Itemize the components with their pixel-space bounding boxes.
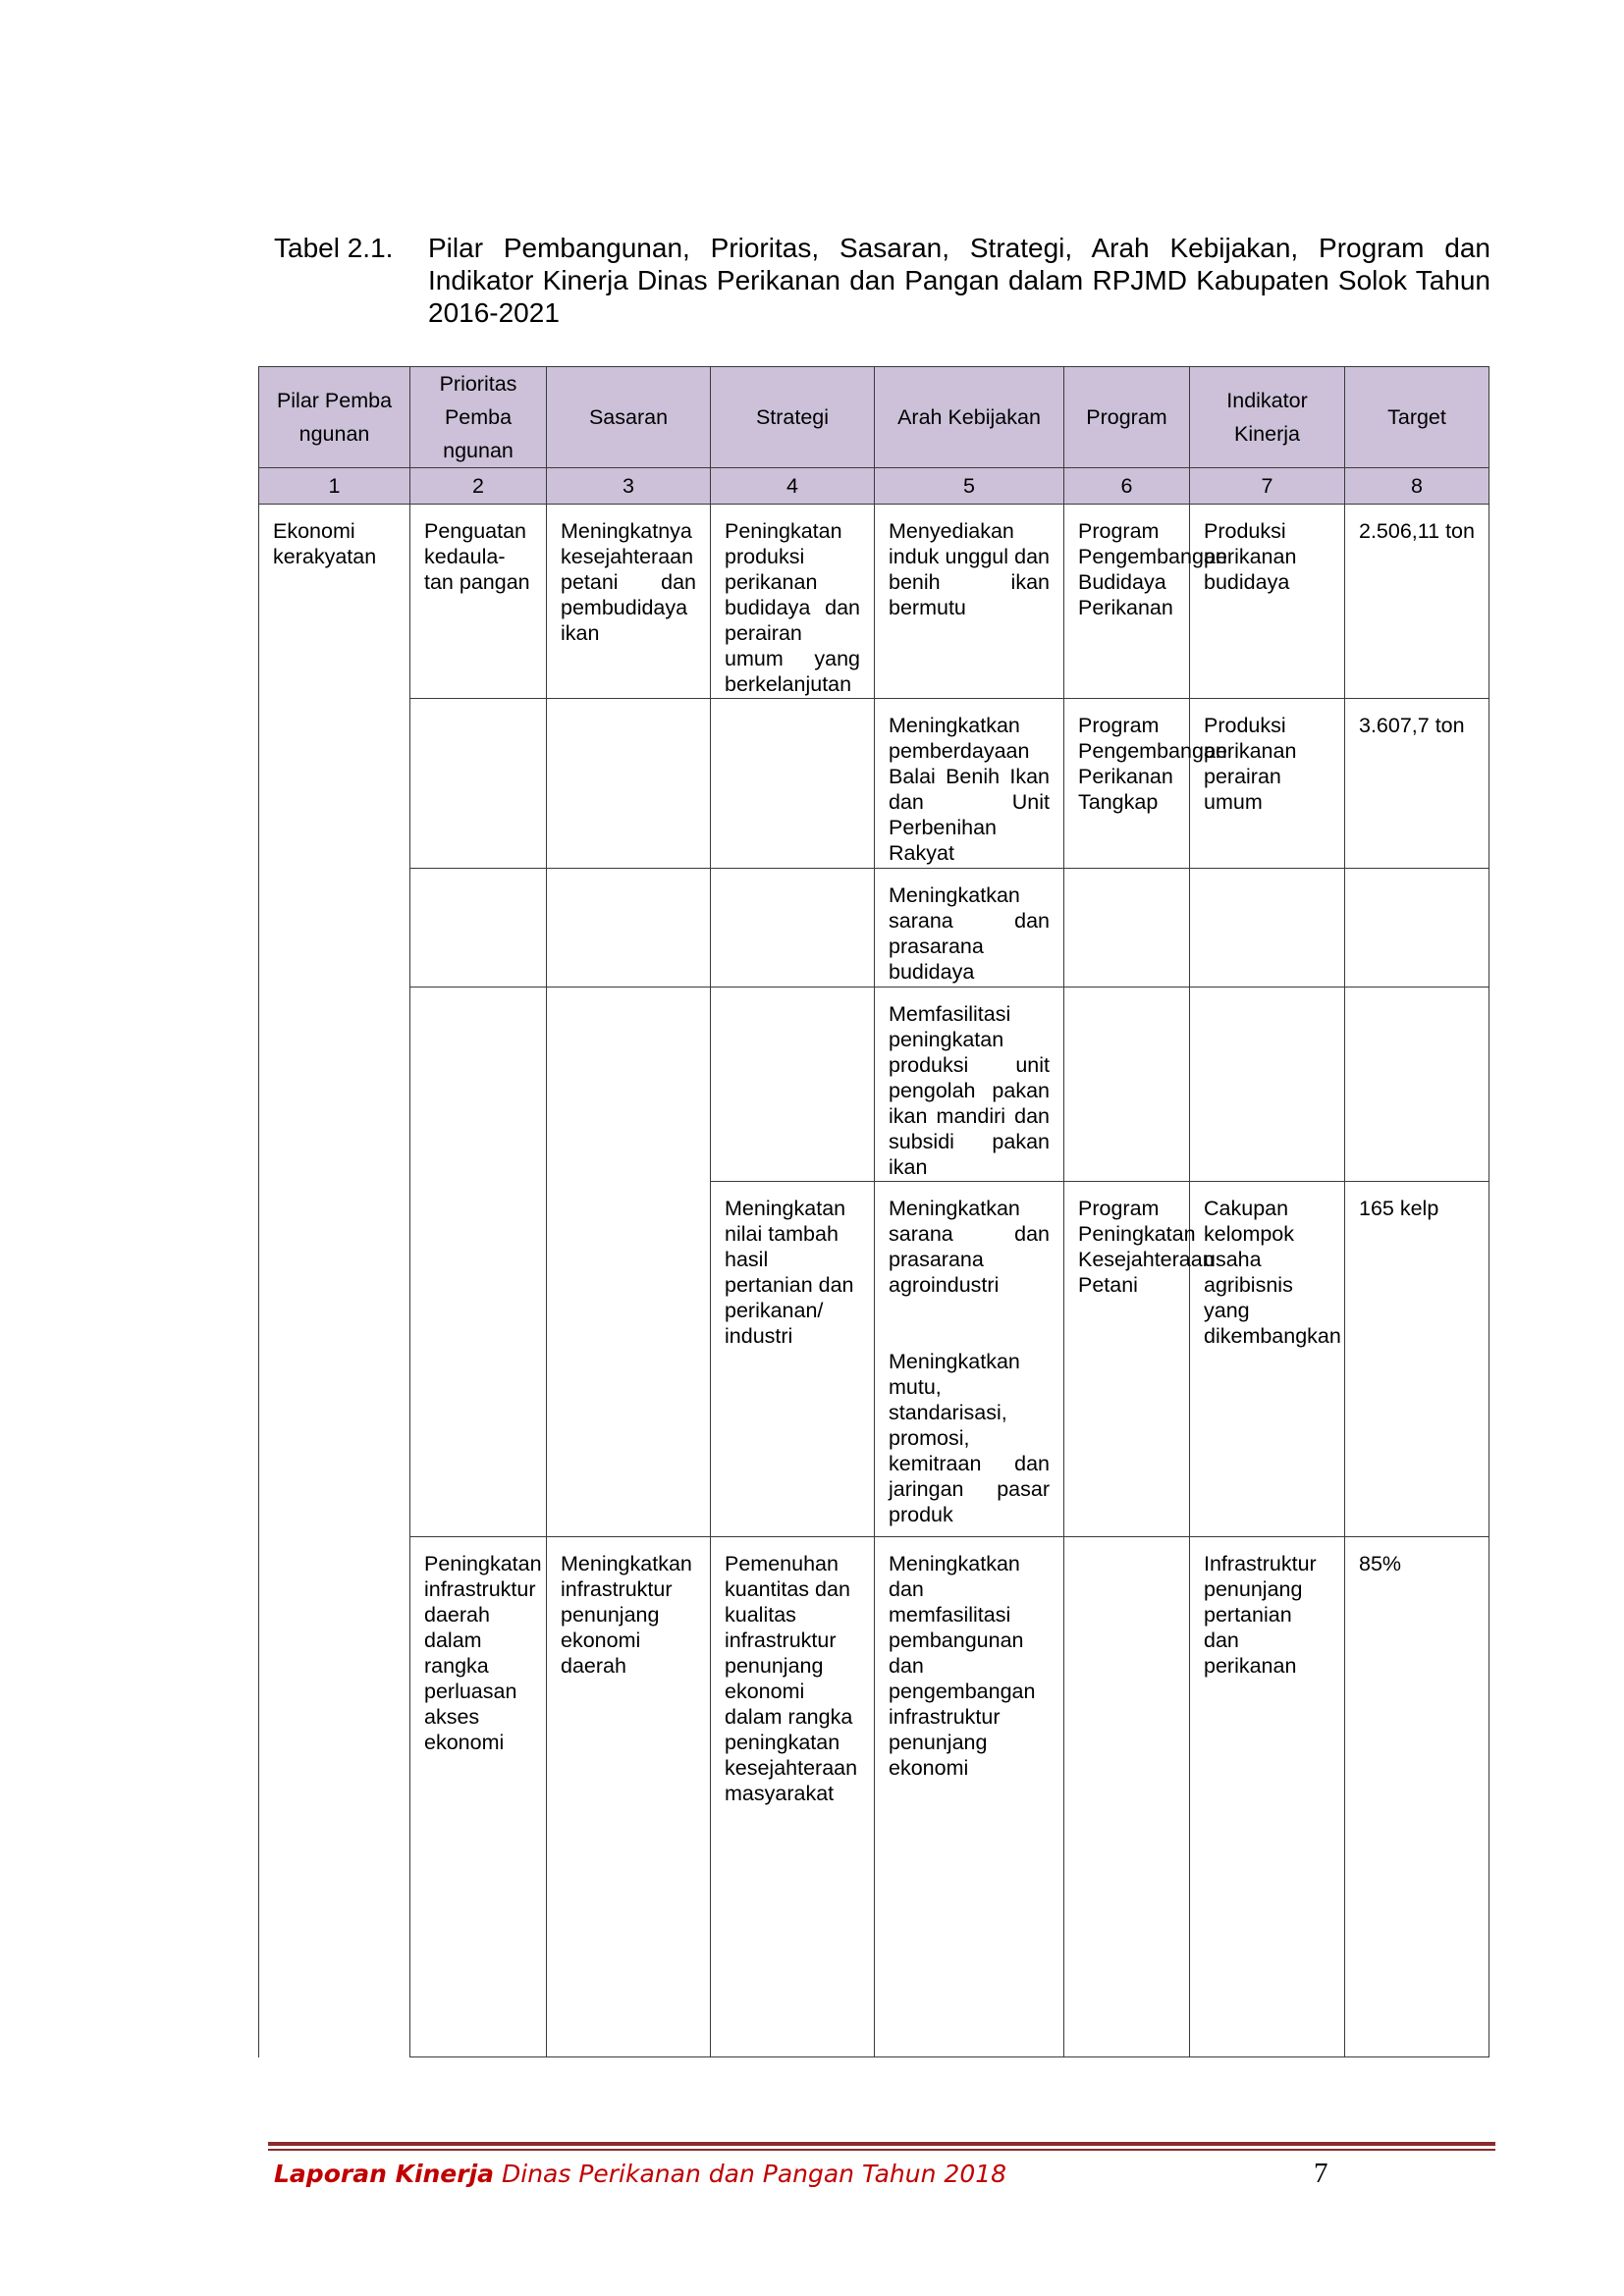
- cell-arah-kebijakan: Meningkatkan pemberdayaan Balai Benih Ikan dan Unit Perbenihan Rakyat: [875, 699, 1064, 869]
- cell-indikator: [1190, 869, 1345, 988]
- rpjmd-table: [258, 366, 1489, 2057]
- cell-indikator: Cakupan kelompok usaha agribisnis yang dikembangkan: [1190, 1182, 1345, 1537]
- header-prioritas: Prioritas Pemba ngunan: [410, 367, 547, 468]
- cell-program: Program Peningkatan Kesejahteraan Petani: [1064, 1182, 1190, 1537]
- cell-strategi: [711, 869, 875, 988]
- caption-label: Tabel 2.1.: [274, 233, 394, 263]
- cell-sasaran: Meningkatkan infrastruktur penunjang ekonomi daerah: [547, 1537, 711, 2057]
- cell-indikator: [1190, 988, 1345, 1182]
- cell-strategi: Meningkatan nilai tambah hasil pertanian dan perikanan/ industri: [711, 1182, 875, 1537]
- col-number: 1: [259, 468, 410, 505]
- cell-sasaran: [547, 988, 711, 1537]
- cell-arah-kebijakan: [875, 1182, 1064, 1537]
- table-row: [259, 1537, 1489, 2057]
- page-number: 7: [1314, 2158, 1328, 2189]
- cell-arah-kebijakan: Memfasilitasi peningkatan produksi unit pengolah pakan ikan mandiri dan subsidi pakan ikan: [875, 988, 1064, 1182]
- cell-prioritas: [410, 869, 547, 988]
- cell-arah-kebijakan: Meningkatkan dan memfasilitasi pembangunan dan pengembangan infrastruktur penunjang ekonomi: [875, 1537, 1064, 2057]
- footer-title-rest: Dinas Perikanan dan Pangan Tahun 2018: [494, 2160, 1007, 2188]
- cell-indikator: Infrastruktur penunjang pertanian dan perikanan: [1190, 1537, 1345, 2057]
- cell-program: Program Pengembangan Perikanan Tangkap: [1064, 699, 1190, 869]
- header-sasaran: Sasaran: [547, 367, 711, 468]
- cell-sasaran: [547, 869, 711, 988]
- cell-strategi: Pemenuhan kuantitas dan kualitas infrastruktur penunjang ekonomi dalam rangka peningkatan kesejahteraan masyarakat: [711, 1537, 875, 2057]
- cell-sasaran: [547, 699, 711, 869]
- cell-strategi: [711, 699, 875, 869]
- col-number: 4: [711, 468, 875, 505]
- col-number: 8: [1345, 468, 1489, 505]
- column-number-row: [259, 468, 1489, 505]
- col-number: 5: [875, 468, 1064, 505]
- table-row: [259, 869, 1489, 988]
- cell-indikator: Produksi perikanan perairan umum: [1190, 699, 1345, 869]
- header-strategi: Strategi: [711, 367, 875, 468]
- header-program: Program: [1064, 367, 1190, 468]
- header-pilar: Pilar Pemba ngunan: [259, 367, 410, 468]
- header-arah-kebijakan: Arah Kebijakan: [875, 367, 1064, 468]
- cell-target: 85%: [1345, 1537, 1489, 2057]
- cell-target: 165 kelp: [1345, 1182, 1489, 1537]
- cell-pilar: Ekonomi kerakyatan: [259, 505, 410, 2057]
- table-header-row: [259, 367, 1489, 468]
- caption-text: Pilar Pembangunan, Prioritas, Sasaran, Strategi, Arah Kebijakan, Program dan Indikator Kinerja Dinas Perikanan dan Pangan dalam RPJMD Kabupaten Solok Tahun 2016-2021: [428, 233, 1490, 328]
- cell-target: 2.506,11 ton: [1345, 505, 1489, 699]
- cell-arah-kebijakan: Menyediakan induk unggul dan benih ikan bermutu: [875, 505, 1064, 699]
- cell-target: 3.607,7 ton: [1345, 699, 1489, 869]
- cell-program: [1064, 869, 1190, 988]
- footer-title: [274, 2160, 1006, 2188]
- arah-item: Meningkatkan sarana dan prasarana agroindustri: [889, 1197, 1050, 1297]
- cell-program: Program Pengembangan Budidaya Perikanan: [1064, 505, 1190, 699]
- footer-title-bold: Laporan Kinerja: [274, 2160, 495, 2188]
- cell-prioritas: [410, 988, 547, 1537]
- cell-arah-kebijakan: Meningkatkan sarana dan prasarana budidaya: [875, 869, 1064, 988]
- col-number: 2: [410, 468, 547, 505]
- header-target: Target: [1345, 367, 1489, 468]
- cell-prioritas: Peningkatan infrastruktur daerah dalam rangka perluasan akses ekonomi: [410, 1537, 547, 2057]
- cell-prioritas: Penguatan kedaula-tan pangan: [410, 505, 547, 699]
- cell-target: [1345, 869, 1489, 988]
- cell-strategi: [711, 988, 875, 1182]
- cell-strategi: Peningkatan produksi perikanan budidaya dan perairan umum yang berkelanjutan: [711, 505, 875, 699]
- footer-rule-thin: [268, 2149, 1495, 2151]
- cell-sasaran: Meningkatnya kesejahteraan petani dan pembudidaya ikan: [547, 505, 711, 699]
- col-number: 6: [1064, 468, 1190, 505]
- cell-program: [1064, 988, 1190, 1182]
- col-number: 7: [1190, 468, 1345, 505]
- col-number: 3: [547, 468, 711, 505]
- header-indikator: Indikator Kinerja: [1190, 367, 1345, 468]
- table-row: [259, 699, 1489, 869]
- table-row: [259, 505, 1489, 699]
- footer-rule: [268, 2142, 1495, 2146]
- cell-program: [1064, 1537, 1190, 2057]
- cell-prioritas: [410, 699, 547, 869]
- cell-target: [1345, 988, 1489, 1182]
- cell-indikator: Produksi perikanan budidaya: [1190, 505, 1345, 699]
- table-row: [259, 988, 1489, 1182]
- arah-item: Meningkatkan mutu, standarisasi, promosi, kemitraan dan jaringan pasar produk: [889, 1350, 1050, 1526]
